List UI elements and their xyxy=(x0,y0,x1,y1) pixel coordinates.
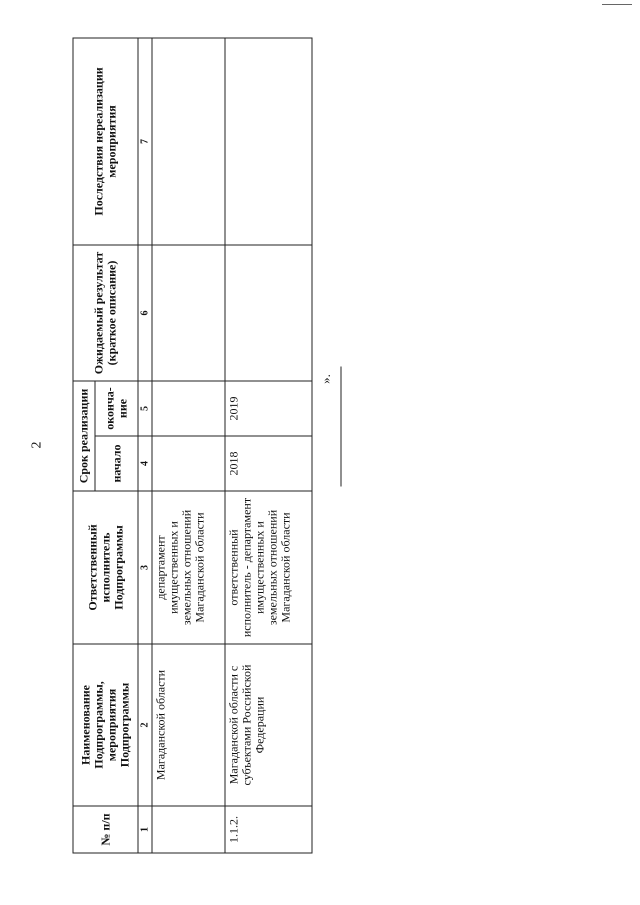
header-end: оконча-ние xyxy=(95,380,138,435)
header-start: начало xyxy=(95,436,138,491)
column-number-row xyxy=(138,37,152,852)
program-table xyxy=(72,37,312,853)
column-number: 1 xyxy=(138,806,152,853)
header-consequences: Последствия нереализации мероприятия xyxy=(73,37,138,244)
row-result xyxy=(225,244,312,380)
row-start: 2018 xyxy=(225,436,312,491)
row-end xyxy=(152,380,225,435)
page-number: 2 xyxy=(29,441,45,449)
closing-mark: ». xyxy=(317,374,333,384)
table-row xyxy=(225,37,312,852)
row-name: Магаданской области с субъектами Российской Федерации xyxy=(225,644,312,806)
corner-line xyxy=(602,4,632,5)
document-table-rotated xyxy=(72,38,312,853)
row-start xyxy=(152,436,225,491)
column-number: 3 xyxy=(138,491,152,644)
column-number: 4 xyxy=(138,436,152,491)
row-result xyxy=(152,244,225,380)
header-result: Ожидаемый результат (краткое описание) xyxy=(73,244,138,380)
row-executor: департамент имущественных и земельных отношений Магаданской области xyxy=(152,491,225,644)
row-end: 2019 xyxy=(225,380,312,435)
row-executor: ответственный исполнитель - департамент имущественных и земельных отношений Магаданской области xyxy=(225,491,312,644)
closing-line xyxy=(341,367,342,487)
column-number: 6 xyxy=(138,244,152,380)
row-name: Магаданской области xyxy=(152,644,225,806)
column-number: 7 xyxy=(138,37,152,244)
row-consequences xyxy=(152,37,225,244)
column-number: 5 xyxy=(138,380,152,435)
header-num: № п/п xyxy=(73,806,138,853)
column-number: 2 xyxy=(138,644,152,806)
table-row xyxy=(152,37,225,852)
header-row-1 xyxy=(73,37,95,852)
closing-block xyxy=(317,374,441,436)
row-num xyxy=(152,806,225,853)
row-num: 1.1.2. xyxy=(225,806,312,853)
header-name: Наименование Подпрограммы, мероприятия Подпрограммы xyxy=(73,644,138,806)
header-executor: Ответственный исполнитель Подпрограммы xyxy=(73,491,138,644)
header-period: Срок реализации xyxy=(73,380,95,490)
row-consequences xyxy=(225,37,312,244)
